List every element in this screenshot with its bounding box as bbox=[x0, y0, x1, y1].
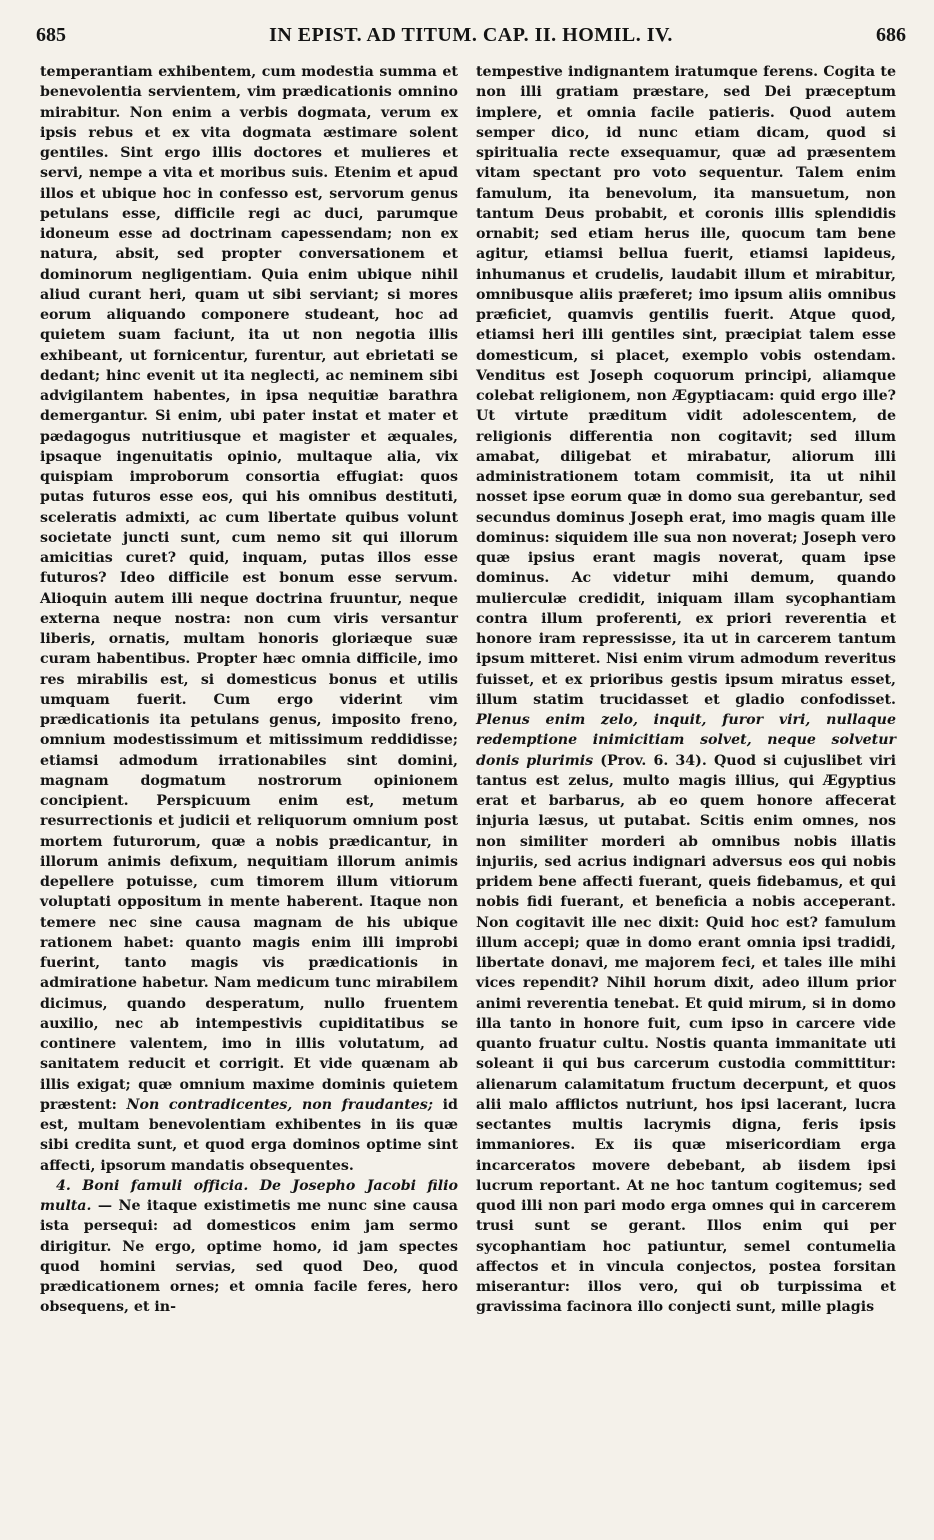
left-paragraph-2-text: — Ne itaque existimetis me nunc sine causa ista persequi: ad domesticos enim jam sermo dirigitur. Ne ergo, optime homo, id jam spectes quod homini servias, sed quod Deo, quod prædicationem ornes; et omnia facile feres, hero obsequens, et in- bbox=[40, 1198, 458, 1316]
right-column bbox=[476, 62, 896, 1318]
running-header bbox=[36, 18, 906, 54]
right-paragraph-2-text: Quod si cujuslibet viri tantus est zelus, multo magis illius, qui Ægyptius erat et barbarus, ab eo quem honore affecerat injuria læsus, ut putabat. Scitis enim omnes, nos non similiter morderi ab omnibus nobis illatis injuriis, sed acrius indignari adversus eos qui nobis pridem bene affecti fuerant, queis fidebamus, et qui nobis fidi fuerant, et beneficia a nobis acceperant. Non cogitavit ille nec dixit: Quid hoc est? famulum illum accepi; quæ in domo erant omnia ipsi tradidi, libertate donavi, me majorem feci, et tales ille mihi vices rependit? Nihil horum dixit, adeo illum prior animi reverentia tenebat. Et quid mirum, si in domo illa tanto in honore fuit, cum ipso in carcere vide quanto fruatur cultu. Nostis quanta immanitate uti soleant ii qui bus carcerum custodia committitur: alienarum calamitatum fructum decerpunt, et quos alii malo afflictos nutriunt, hos ipsi lacerant, lucra sectantes multis lacrymis digna, feris ipsis immaniores. Ex iis quæ misericordiam erga incarceratos movere debebant, ab iisdem ipsi lucrum reportant. At ne hoc tantum cogitemus; sed quod illi non pari modo erga omnes qui in carcerem trusi sunt se gerant. Illos enim qui per sycophantiam hoc patiuntur, semel contumelia affectos et in vincula conjectos, postea forsitan miserantur: illos vero, qui ob turpissima et gravissima facinora illo conjecti sunt, mille plagis bbox=[476, 752, 896, 1316]
left-paragraph-1-text: temperantiam exhibentem, cum modestia summa et benevolentia servientem, vim prædicationis omnino mirabitur. Non enim a verbis dogmata, verum ex ipsis rebus et ex vita dogmata æstimare solent gentiles. Sint ergo illis doctores et mulieres et servi, nempe a vita et moribus suis. Etenim et apud illos et ubique hoc in confesso est, servorum genus petulans esse, difficile regi ac duci, parumque idoneum esse ad doctrinam capessendam; non ex natura, absit, sed propter conversationem et dominorum negligentiam. Quia enim ubique nihil aliud curant heri, quam ut sibi serviant; si mores eorum aliquando componere studeant, hoc ad quietem suam faciunt, ita ut non negotia illis exhibeant, ut fornicentur, furentur, aut ebrietati se dedant; hinc evenit ut ita neglecti, ac neminem sibi advigilantem habentes, in ipsa nequitiæ barathra demergantur. Si enim, ubi pater instat et mater et pædagogus nutritiusque et magister et æquales, ipsaque ingenuitatis opinio, multaque alia, vix quispiam improborum consortia effugiat: quos putas futuros esse eos, qui his omnibus destituti, sceleratis admixti, ac cum libertate quibus volunt societate juncti sunt, cum nemo sit qui illorum amicitias curet? quid, inquam, putas illos esse futuros? Ideo difficile est bonum esse servum. Alioquin autem illi neque doctrina fruuntur, neque externa neque nostra: non cum viris versantur liberis, ornatis, multam honoris gloriæque suæ curam habentibus. Propter hæc omnia difficile, imo res mirabilis est, si domesticus bonus et utilis umquam fuerit. Cum ergo viderint vim prædicationis ita petulans genus, imposito freno, omnium modestissimum et mitissimum reddidisse; etiamsi admodum irrationabiles sint domini, magnam dogmatum nostrorum opinionem concipient. Perspicuum enim est, metum resurrectionis et judicii et reliquorum omnium post mortem futurorum, quæ a nobis prædicantur, in illorum animis defixum, nequitiam illorum animis depellere potuisse, cum timorem illum vitiorum voluptati oppositum in mente haberent. Itaque non temere nec sine causa magnam de his ubique rationem habet: quanto magis enim illi improbi fuerint, tanto magis vis prædicationis in admiratione habetur. Nam medicum tunc mirabilem dicimus, quando desperatum, nullo fruentem auxilio, nec ab intempestivis cupiditatibus se continere valentem, imo in illis volutatum, ad sanitatem reducit et corrigit. Et vide quænam ab illis exigat; quæ omnium maxime dominis quietem præstent: bbox=[40, 64, 458, 1113]
section-heading: 4. Boni famuli officia. De Josepho Jacobi filio multa. bbox=[40, 1177, 458, 1214]
left-paragraph-1-end: id est, multam benevolentiam exhibentes in iis quæ sibi credita sunt, et quod erga dominos optime sint affecti, ipsorum mandatis obsequentes. bbox=[40, 1096, 458, 1174]
page-number-left: 685 bbox=[36, 24, 66, 46]
left-paragraph-1 bbox=[40, 62, 458, 1176]
right-paragraph-1 bbox=[476, 62, 896, 1318]
right-paragraph-1-text: tempestive indignantem iratumque ferens. Cogita te non illi gratiam præstare, sed Dei præceptum implere, et omnia facile patieris. Quod autem semper dico, id nunc etiam dicam, quod si spiritualia recte exsequamur, quæ ad præsentem vitam spectant pro voto sequentur. Talem enim famulum, ita benevolum, ita mansuetum, non tantum Deus probabit, et coronis illis splendidis ornabit; sed etiam herus ille, quocum tam bene agitur, etiamsi bellua fuerit, etiamsi lapideus, inhumanus et crudelis, laudabit illum et mirabitur, omnibusque aliis præferet; imo ipsum aliis omnibus præficiet, quamvis gentilis fuerit. Atque quod, etiamsi heri illi gentiles sint, præcipiat talem esse domesticum, si placet, exemplo vobis ostendam. Venditus est Joseph coquorum principi, aliamque colebat religionem, non Ægyptiacam: quid ergo ille? Ut virtute præditum vidit adolescentem, de religionis differentia non cogitavit; sed illum amabat, diligebat et mirabatur, aliorum illi administrationem totam commisit, ita ut nihil nosset ipse eorum quæ in domo sua gerebantur, sed secundus dominus Joseph erat, imo magis quam ille dominus: siquidem ille sua non noverat; Joseph vero quæ ipsius erant magis noverat, quam ipse dominus. Ac videtur mihi demum, quando mulierculæ credidit, iniquam illam sycophantiam contra illum proferenti, ex priori reverentia et honore iram repressisse, ita ut in carcerem tantum ipsum mitteret. Nisi enim virum admodum reveritus fuisset, et ex prioribus gestis ipsum miratus esset, illum statim trucidasset et gladio confodisset. bbox=[476, 64, 896, 708]
page-number-right: 686 bbox=[876, 24, 906, 46]
right-scripture-quote: Plenus enim zelo, inquit, furor viri, nullaque redemptione inimicitiam solvet, neque solvetur donis plurimis bbox=[476, 712, 896, 769]
left-column bbox=[40, 62, 458, 1318]
column-gutter bbox=[464, 62, 465, 1502]
left-scripture-quote: Non contradicentes, non fraudantes; bbox=[126, 1096, 434, 1113]
left-paragraph-2 bbox=[40, 1176, 458, 1318]
scripture-reference: (Prov. 6. 34). bbox=[600, 752, 707, 769]
running-title: IN EPIST. AD TITUM. CAP. II. HOMIL. IV. bbox=[269, 24, 673, 46]
